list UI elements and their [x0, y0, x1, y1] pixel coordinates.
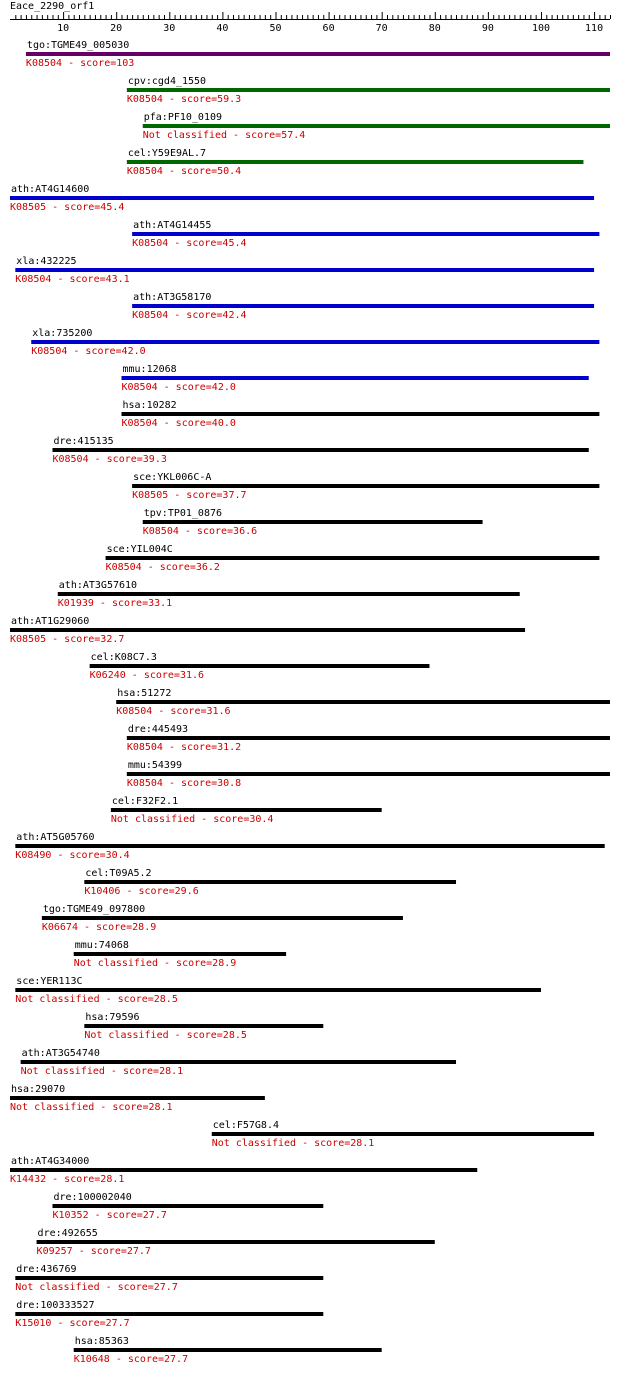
hit-bar[interactable]: [84, 1024, 323, 1028]
hit-score-text: K08505 - score=32.7: [10, 634, 125, 645]
hit-name-link[interactable]: mmu:12068: [122, 364, 177, 375]
hit-row[interactable]: [74, 1336, 382, 1365]
hit-name-link[interactable]: xla:432225: [16, 256, 77, 267]
hit-name-link[interactable]: dre:415135: [53, 436, 114, 447]
hit-score-text: Not classified - score=57.4: [142, 130, 306, 141]
hit-bar[interactable]: [10, 196, 594, 200]
hit-bar[interactable]: [127, 736, 610, 740]
hit-name-link[interactable]: tgo:TGME49_097800: [42, 904, 146, 915]
hit-row[interactable]: [90, 652, 430, 681]
hit-bar[interactable]: [127, 160, 584, 164]
hit-bar[interactable]: [52, 448, 588, 452]
hit-row[interactable]: [74, 940, 286, 969]
hit-score-text: K08504 - score=42.0: [31, 346, 146, 357]
hit-list: [10, 40, 610, 1365]
hit-row[interactable]: [116, 688, 610, 717]
hit-name-link[interactable]: dre:492655: [37, 1228, 98, 1239]
hit-row[interactable]: [15, 1300, 323, 1329]
hit-name-link[interactable]: dre:445493: [127, 724, 189, 735]
hit-score-text: Not classified - score=28.9: [73, 958, 237, 969]
hit-bar[interactable]: [15, 268, 594, 272]
hit-bar[interactable]: [10, 1168, 477, 1172]
hit-bar[interactable]: [84, 880, 456, 884]
hit-name-link[interactable]: hsa:85363: [74, 1336, 129, 1347]
hit-name-link[interactable]: ath:AT4G14455: [133, 220, 212, 231]
hit-score-text: K08504 - score=31.6: [116, 706, 231, 717]
hit-row[interactable]: [26, 40, 610, 69]
hit-score-text: K10352 - score=27.7: [52, 1210, 167, 1221]
axis-tick-label: 60: [322, 23, 335, 34]
hit-score-text: K09257 - score=27.7: [36, 1246, 151, 1257]
hit-name-link[interactable]: ath:AT3G58170: [133, 292, 212, 303]
hit-bar[interactable]: [37, 1240, 435, 1244]
hit-row[interactable]: [15, 1264, 323, 1293]
hit-name-link[interactable]: cel:K08C7.3: [90, 652, 157, 663]
hit-row[interactable]: [212, 1120, 594, 1149]
hit-score-text: K15010 - score=27.7: [15, 1318, 130, 1329]
hit-name-link[interactable]: cel:F32F2.1: [111, 796, 179, 807]
hit-name-link[interactable]: hsa:79596: [85, 1012, 140, 1023]
hit-name-link[interactable]: dre:436769: [16, 1264, 77, 1275]
hit-row[interactable]: [127, 148, 584, 177]
hit-name-link[interactable]: cel:F57G8.4: [212, 1120, 280, 1131]
hit-name-link[interactable]: xla:735200: [32, 328, 93, 339]
hit-bar[interactable]: [15, 988, 541, 992]
hit-score-text: Not classified - score=28.5: [15, 994, 178, 1005]
hit-row[interactable]: [127, 76, 610, 105]
hit-row[interactable]: [132, 292, 594, 321]
hit-row[interactable]: [106, 544, 600, 573]
hit-score-text: K14432 - score=28.1: [10, 1174, 125, 1185]
hit-row[interactable]: [132, 472, 599, 501]
hit-row[interactable]: [122, 364, 589, 393]
hit-score-text: Not classified - score=30.4: [110, 814, 274, 825]
hit-score-text: K08504 - score=39.3: [52, 454, 167, 465]
hit-row[interactable]: [58, 580, 520, 609]
hit-score-text: K08504 - score=50.4: [126, 166, 242, 177]
hit-bar[interactable]: [42, 916, 403, 920]
hit-name-link[interactable]: pfa:PF10_0109: [143, 112, 223, 123]
hit-name-link[interactable]: sce:YER113C: [16, 976, 83, 987]
hit-bar[interactable]: [212, 1132, 594, 1136]
hit-row[interactable]: [10, 184, 594, 213]
hit-score-text: Not classified - score=28.1: [10, 1102, 173, 1113]
hit-score-text: K08504 - score=30.8: [126, 778, 242, 789]
hit-row[interactable]: [84, 1012, 323, 1041]
hit-bar[interactable]: [52, 1204, 323, 1208]
hit-bar[interactable]: [10, 1096, 265, 1100]
hit-row[interactable]: [10, 1156, 477, 1185]
axis-tick-label: 90: [481, 23, 494, 34]
hit-name-link[interactable]: hsa:29070: [11, 1084, 66, 1095]
hit-bar[interactable]: [21, 1060, 456, 1064]
hit-score-text: K08504 - score=31.2: [126, 742, 242, 753]
hit-bar[interactable]: [143, 124, 610, 128]
hit-score-text: Not classified - score=28.1: [20, 1066, 184, 1077]
hit-bar[interactable]: [106, 556, 600, 560]
hit-score-text: Not classified - score=28.1: [211, 1138, 375, 1149]
hit-name-link[interactable]: dre:100333527: [16, 1300, 95, 1311]
hit-score-text: Not classified - score=28.5: [84, 1030, 247, 1041]
axis-tick-label: 100: [531, 23, 551, 34]
hit-name-link[interactable]: ath:AT3G57610: [58, 580, 138, 591]
hit-name-link[interactable]: tgo:TGME49_005030: [26, 40, 130, 51]
hit-row[interactable]: [127, 760, 610, 789]
query-title: Eace_2290_orf1: [10, 1, 95, 12]
hit-row[interactable]: [31, 328, 599, 357]
hit-bar[interactable]: [132, 232, 599, 236]
hit-row[interactable]: [52, 1192, 323, 1221]
hit-name-link[interactable]: cel:Y59E9AL.7: [127, 148, 207, 159]
axis-tick-label: 30: [163, 23, 176, 34]
hit-name-link[interactable]: ath:AT3G54740: [21, 1048, 100, 1059]
hit-score-text: K08504 - score=103: [25, 58, 135, 69]
hit-bar[interactable]: [15, 1276, 323, 1280]
hit-bar[interactable]: [122, 376, 589, 380]
hit-bar[interactable]: [58, 592, 520, 596]
hit-bar[interactable]: [132, 304, 594, 308]
hit-bar[interactable]: [127, 772, 610, 776]
hit-score-text: K01939 - score=33.1: [57, 598, 173, 609]
hit-bar[interactable]: [15, 1312, 323, 1316]
hit-bar[interactable]: [122, 412, 600, 416]
hit-bar[interactable]: [127, 88, 610, 92]
hit-name-link[interactable]: ath:AT5G05760: [16, 832, 95, 843]
hit-name-link[interactable]: cpv:cgd4_1550: [127, 76, 207, 87]
hit-score-text: K08490 - score=30.4: [15, 850, 130, 861]
hit-row[interactable]: [42, 904, 403, 933]
hit-score-text: K08504 - score=40.0: [121, 418, 236, 429]
hit-bar[interactable]: [10, 628, 525, 632]
hit-row[interactable]: [132, 220, 599, 249]
hit-row[interactable]: [52, 436, 588, 465]
position-axis: [10, 12, 611, 34]
hit-bar[interactable]: [15, 844, 604, 848]
hit-bar[interactable]: [111, 808, 382, 812]
hit-score-text: K10406 - score=29.6: [84, 886, 199, 897]
hit-bar[interactable]: [26, 52, 610, 56]
hit-bar[interactable]: [132, 484, 599, 488]
hit-row[interactable]: [21, 1048, 456, 1077]
hit-row[interactable]: [37, 1228, 435, 1257]
hit-row[interactable]: [127, 724, 610, 753]
hit-name-link[interactable]: tpv:TP01_0876: [143, 508, 223, 519]
hit-row[interactable]: [111, 796, 382, 825]
hit-row[interactable]: [84, 868, 456, 897]
hit-name-link[interactable]: sce:YIL004C: [106, 544, 173, 555]
axis-tick-label: 20: [110, 23, 123, 34]
axis-tick-label: 80: [428, 23, 441, 34]
hit-row[interactable]: [122, 400, 600, 429]
hit-score-text: K08504 - score=36.6: [142, 526, 258, 537]
hit-row[interactable]: [143, 508, 483, 537]
hit-name-link[interactable]: sce:YKL006C-A: [133, 472, 212, 483]
hit-row[interactable]: [15, 976, 541, 1005]
hit-bar[interactable]: [31, 340, 599, 344]
hit-name-link[interactable]: dre:100002040: [53, 1192, 132, 1203]
hit-score-text: K08505 - score=45.4: [10, 202, 125, 213]
hit-bar[interactable]: [143, 520, 483, 524]
hit-bar[interactable]: [74, 952, 286, 956]
hit-row[interactable]: [15, 832, 604, 861]
hit-name-link[interactable]: ath:AT4G14600: [11, 184, 90, 195]
hit-score-text: K06674 - score=28.9: [41, 922, 157, 933]
hit-bar[interactable]: [116, 700, 610, 704]
hit-score-text: K08505 - score=37.7: [132, 490, 247, 501]
axis-tick-label: 10: [57, 23, 70, 34]
axis-tick-label: 70: [375, 23, 388, 34]
axis-tick-label: 50: [269, 23, 282, 34]
hit-score-text: K06240 - score=31.6: [89, 670, 205, 681]
hit-score-text: K08504 - score=45.4: [132, 238, 247, 249]
hit-row[interactable]: [143, 112, 610, 141]
hit-name-link[interactable]: hsa:10282: [122, 400, 177, 411]
hit-score-text: K08504 - score=36.2: [105, 562, 220, 573]
hit-row[interactable]: [10, 1084, 265, 1113]
hit-name-link[interactable]: hsa:51272: [117, 688, 172, 699]
hit-bar[interactable]: [74, 1348, 382, 1352]
hit-score-text: Not classified - score=27.7: [15, 1282, 178, 1293]
hit-score-text: K08504 - score=42.4: [132, 310, 247, 321]
hit-score-text: K08504 - score=59.3: [126, 94, 242, 105]
hit-score-text: K08504 - score=43.1: [15, 274, 130, 285]
hit-row[interactable]: [15, 256, 594, 285]
hit-name-link[interactable]: ath:AT1G29060: [11, 616, 90, 627]
axis-tick-label: 40: [216, 23, 229, 34]
hit-name-link[interactable]: ath:AT4G34000: [11, 1156, 90, 1167]
hit-score-text: K10648 - score=27.7: [73, 1354, 189, 1365]
hit-name-link[interactable]: mmu:74068: [74, 940, 129, 951]
axis-tick-label: 110: [585, 23, 604, 34]
hit-name-link[interactable]: mmu:54399: [127, 760, 183, 771]
hit-bar[interactable]: [90, 664, 430, 668]
hit-score-text: K08504 - score=42.0: [121, 382, 236, 393]
hit-row[interactable]: [10, 616, 525, 645]
hit-name-link[interactable]: cel:T09A5.2: [85, 868, 152, 879]
